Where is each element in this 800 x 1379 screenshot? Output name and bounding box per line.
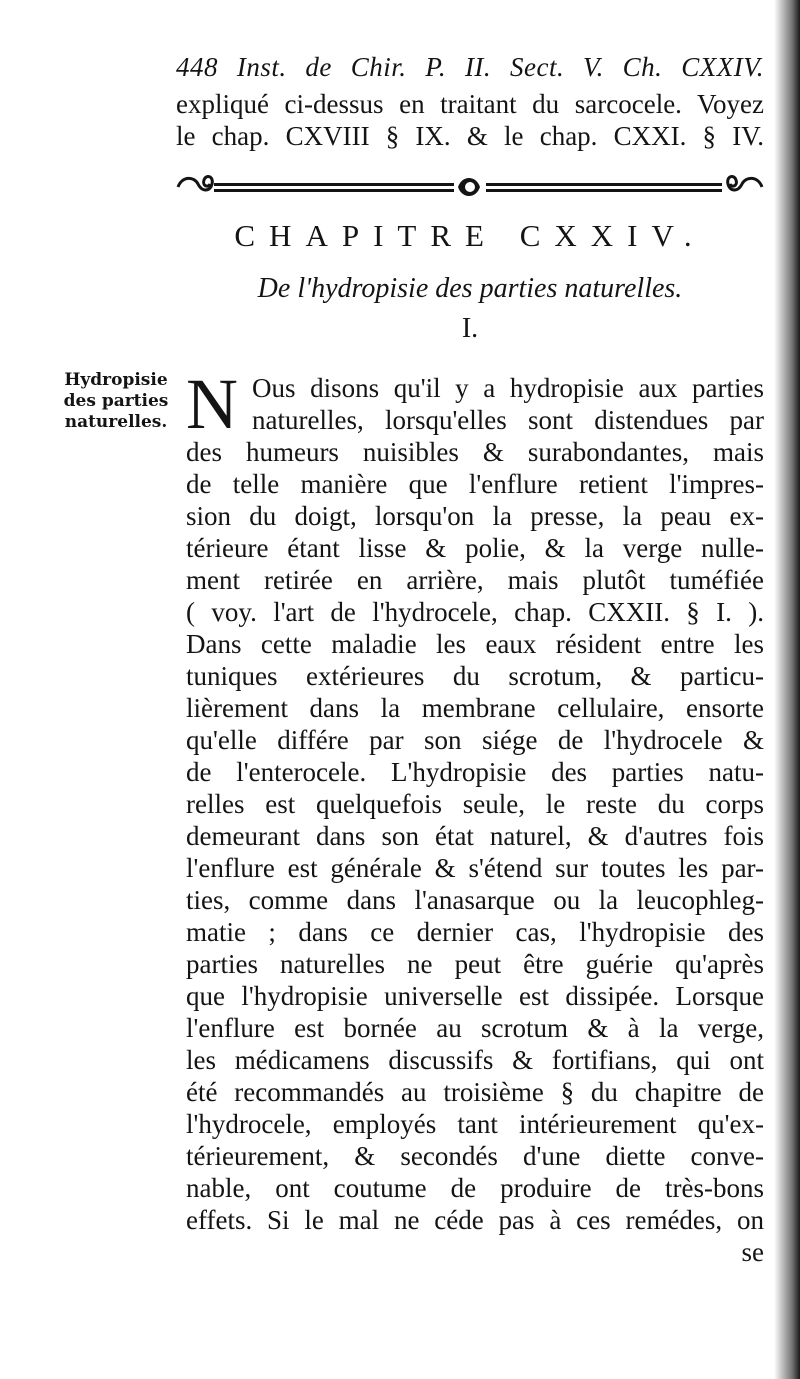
text-line: été recommandés au troisième § du chapitre de [186,1077,764,1107]
text-line: térieure étant lisse & polie, & la verge nulle- [186,533,764,563]
text-line: effets. Si le mal ne céde pas à ces remédes, on [186,1205,764,1235]
text-line: les médicamens discussifs & fortifians, qui ont [186,1045,764,1075]
catchword: se [741,1237,764,1267]
margin-note-line-2: des parties [63,391,169,411]
text-line: que l'hydropisie universelle est dissipée. Lorsque [186,981,764,1011]
text-line: qu'elle différe par son siége de l'hydrocele & [186,725,764,755]
text-line: Dans cette maladie les eaux résident entre les [186,629,764,659]
text-line: l'enflure est générale & s'étend sur toutes les par- [186,853,764,883]
text-line: nable, ont coutume de produire de très-bons [186,1173,764,1203]
text-line: lièrement dans la membrane cellulaire, ensorte [186,693,764,723]
text-line: sion du doigt, lorsqu'on la presse, la peau ex- [186,501,764,531]
ornament-rule [176,170,764,204]
carryover-line-2: le chap. CXVIII § IX. & le chap. CXXI. § IV. [176,121,764,151]
drop-cap: N [186,364,238,444]
text-line: matie ; dans ce dernier cas, l'hydropisie des [186,917,764,947]
text-line: de telle manière que l'enflure retient l'impres- [186,469,764,499]
text-line: ment retirée en arrière, mais plutôt tuméfiée [186,565,764,595]
text-line: naturelles, lorsqu'elles sont distendues par [252,405,764,435]
running-head: 448 Inst. de Chir. P. II. Sect. V. Ch. CXXIV. [176,52,764,82]
text-line: parties naturelles ne peut être guérie qu'après [186,949,764,979]
text-line: demeurant dans son état naturel, & d'autres fois [186,821,764,851]
text-line: l'enflure est bornée au scrotum & à la verge, [186,1013,764,1043]
page-gutter-shadow [774,0,800,1379]
text-line: ( voy. l'art de l'hydrocele, chap. CXXII. § I. ). [186,597,764,627]
chapter-subtitle: De l'hydropisie des parties naturelles. [257,273,683,304]
text-line: des humeurs nuisibles & surabondantes, mais [186,437,764,467]
text-line: ties, comme dans l'anasarque ou la leucophleg- [186,885,764,915]
text-line: tuniques extérieures du scrotum, & particu- [186,661,764,691]
text-line: térieurement, & secondés d'une diette conve- [186,1141,764,1171]
margin-note-line-3: naturelles. [64,412,168,432]
margin-note-line-1: Hydropisie [64,370,168,390]
section-number: I. [461,313,479,344]
text-line: Ous disons qu'il y a hydropisie aux parties [252,373,764,403]
text-line: relles est quelquefois seule, le reste du corps [186,789,764,819]
carryover-line-1: expliqué ci-dessus en traitant du sarcocele. Voyez [176,89,764,119]
text-line: l'hydrocele, employés tant intérieurement qu'ex- [186,1109,764,1139]
text-line: de l'enterocele. L'hydropisie des parties natu- [186,757,764,787]
chapter-title: CHAPITRE CXXIV. [234,218,706,253]
